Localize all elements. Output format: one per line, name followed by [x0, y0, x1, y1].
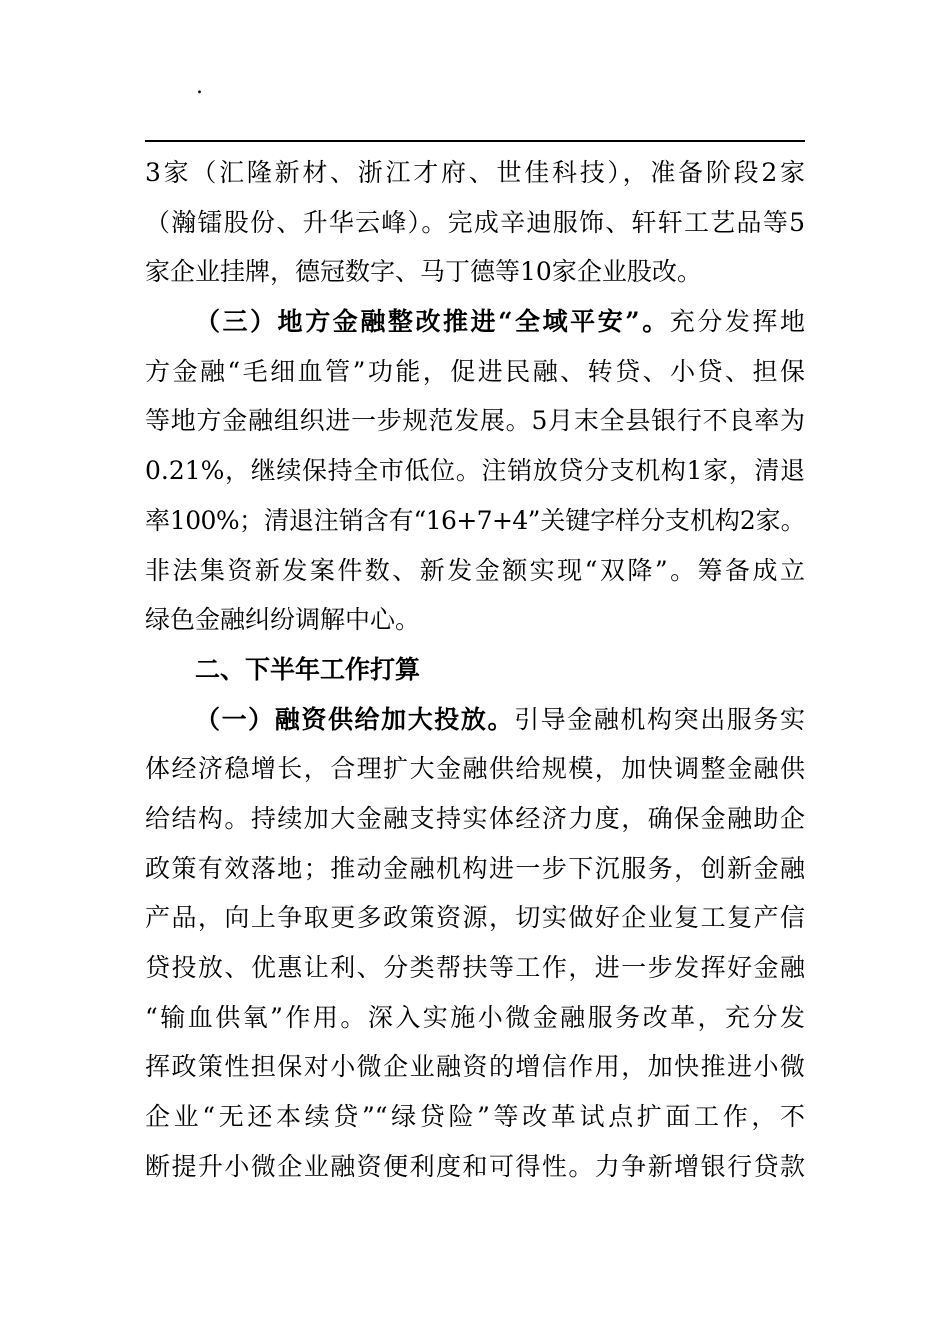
header-mark: .: [196, 74, 203, 99]
text-line: “输血供氧”作用。深入实施小微金融服务改革，充分发: [145, 1002, 805, 1032]
paragraph-financing-supply: [145, 695, 805, 1192]
header-rule: [145, 140, 805, 142]
text-line: 产品，向上争取更多政策资源，切实做好企业复工复产信: [145, 903, 805, 933]
paragraph-lead: （一）融资供给加大投放。: [195, 704, 515, 734]
text-line: 0.21%，继续保持全市低位。注销放贷分支机构1家，清退: [145, 456, 805, 486]
text-line: 等地方金融组织进一步规范发展。5月末全县银行不良率为: [145, 406, 805, 436]
text-fragment: 引导金融机构突出服务实: [514, 704, 805, 734]
text-line: 体经济稳增长，合理扩大金融供给规模，加快调整金融供: [145, 754, 805, 784]
text-fragment: 充分发挥地: [669, 307, 805, 337]
text-line: 贷投放、优惠让利、分类帮扶等工作，进一步发挥好金融: [145, 953, 805, 982]
text-line: 绿色金融纠纷调解中心。: [145, 605, 421, 635]
text-line: 3家（汇隆新材、浙江才府、世佳科技），准备阶段2家: [145, 158, 805, 187]
text-line: （瀚镭股份、升华云峰）。完成辛迪服饰、轩轩工艺品等5: [145, 207, 805, 237]
text-line: [145, 297, 805, 347]
paragraph-local-finance: [145, 297, 805, 645]
text-line: [145, 695, 805, 745]
text-line: 方金融“毛细血管”功能，促进民融、转贷、小贷、担保: [145, 356, 805, 386]
text-line: 政策有效落地；推动金融机构进一步下沉服务，创新金融: [145, 853, 805, 883]
text-line: 率100%；清退注销含有“16+7+4”关键字样分支机构2家。: [145, 505, 805, 535]
paragraph-lead: （三）地方金融整改推进“全域平安”。: [195, 307, 670, 337]
text-line: 企业“无还本续贷”“绿贷险”等改革试点扩面工作，不: [145, 1102, 805, 1132]
text-line: 非法集资新发案件数、新发金额实现“双降”。筹备成立: [145, 555, 805, 585]
text-line: 挥政策性担保对小微企业融资的增信作用，加快推进小微: [145, 1052, 805, 1082]
text-line: 家企业挂牌，德冠数字、马丁德等10家企业股改。: [145, 257, 702, 287]
paragraph-listing-progress: [145, 148, 805, 297]
section-heading: 二、下半年工作打算: [195, 654, 421, 684]
document-body: [145, 148, 805, 1191]
section-heading-plan: [145, 645, 805, 695]
text-line: 断提升小微企业融资便利度和可得性。力争新增银行贷款: [145, 1151, 805, 1181]
text-line: 给结构。持续加大金融支持实体经济力度，确保金融助企: [145, 803, 805, 833]
